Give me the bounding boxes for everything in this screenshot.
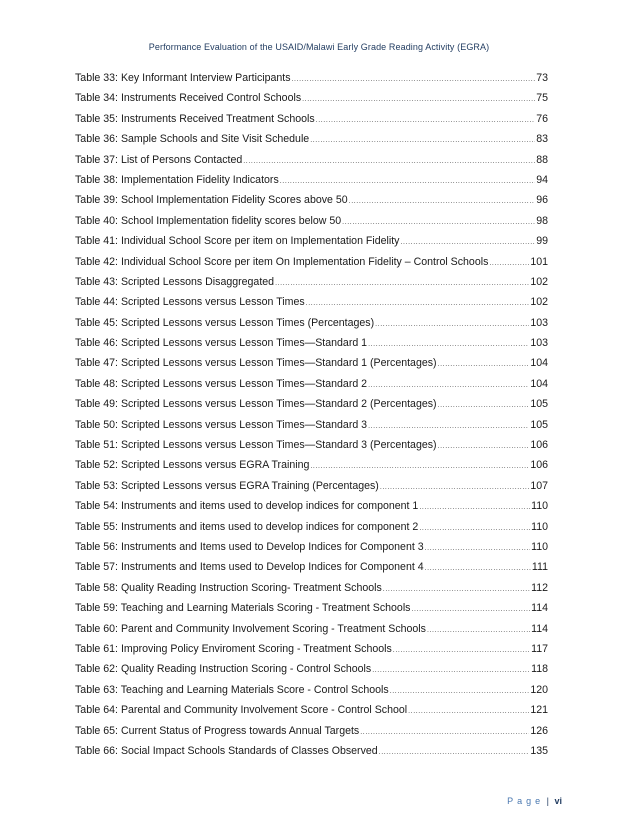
dot-leader [419, 504, 530, 511]
toc-entry[interactable] [75, 684, 548, 704]
toc-entry-page: 104 [530, 357, 548, 370]
toc-entry[interactable] [75, 92, 548, 112]
toc-entry-page: 99 [536, 235, 548, 248]
dot-leader [393, 647, 530, 654]
toc-entry[interactable] [75, 398, 548, 418]
dot-leader [438, 402, 530, 409]
toc-entry-page: 101 [530, 255, 548, 268]
toc-entry[interactable] [75, 541, 548, 561]
toc-entry-page: 105 [530, 398, 548, 411]
toc-entry-label: Table 56: Instruments and Items used to Develop Indices for Component 3 [75, 540, 424, 553]
dot-leader [489, 260, 529, 267]
toc-entry[interactable] [75, 133, 548, 153]
toc-entry[interactable] [75, 378, 548, 398]
dot-leader [425, 545, 530, 552]
toc-entry-label: Table 34: Instruments Received Control Schools [75, 92, 302, 105]
dot-leader [243, 158, 535, 165]
toc-entry[interactable] [75, 643, 548, 663]
toc-entry-label: Table 57: Instruments and Items used to Develop Indices for Component 4 [75, 561, 424, 574]
toc-entry-label: Table 66: Social Impact Schools Standards of Classes Observed [75, 744, 378, 757]
toc-entry-page: 121 [530, 704, 548, 717]
toc-entry[interactable] [75, 337, 548, 357]
toc-entry[interactable] [75, 317, 548, 337]
toc-entry-page: 110 [531, 520, 548, 533]
toc-entry-page: 73 [536, 72, 548, 84]
dot-leader [292, 76, 536, 83]
dot-leader [427, 627, 530, 634]
page-footer [507, 796, 562, 806]
toc-entry-label: Table 35: Instruments Received Treatment Schools [75, 112, 315, 125]
toc-entry[interactable] [75, 623, 548, 643]
toc-entry-label: Table 45: Scripted Lessons versus Lesson Times (Percentages) [75, 316, 375, 329]
toc-entry-page: 112 [531, 581, 548, 594]
toc-entry-page: 94 [536, 173, 548, 186]
dot-leader [368, 382, 529, 389]
toc-entry-page: 110 [531, 540, 548, 553]
toc-entry[interactable] [75, 500, 548, 520]
toc-entry-page: 106 [530, 459, 548, 472]
toc-entry-label: Table 40: School Implementation fidelity scores below 50 [75, 214, 342, 227]
toc-entry-page: 102 [530, 275, 548, 288]
dot-leader [400, 239, 535, 246]
toc-entry-label: Table 49: Scripted Lessons versus Lesson Times—Standard 2 (Percentages) [75, 398, 437, 411]
toc-entry[interactable] [75, 725, 548, 745]
dot-leader [383, 586, 530, 593]
toc-entry-page: 120 [530, 683, 548, 696]
toc-entry[interactable] [75, 276, 548, 296]
dot-leader [390, 688, 530, 695]
toc-entry-page: 106 [530, 439, 548, 452]
toc-entry-label: Table 51: Scripted Lessons versus Lesson Times—Standard 3 (Percentages) [75, 439, 437, 452]
toc-entry-page: 118 [531, 663, 548, 676]
dot-leader [302, 96, 535, 103]
page-word: Page [507, 796, 545, 806]
toc-entry-page: 88 [536, 153, 548, 166]
toc-entry-page: 117 [531, 642, 548, 655]
toc-entry[interactable] [75, 256, 548, 276]
toc-entry[interactable] [75, 561, 548, 581]
toc-entry-page: 98 [536, 214, 548, 227]
toc-entry-label: Table 43: Scripted Lessons Disaggregated [75, 275, 275, 288]
toc-entry-label: Table 63: Teaching and Learning Materials Score - Control Schools [75, 683, 389, 696]
toc-entry-label: Table 54: Instruments and items used to develop indices for component 1 [75, 500, 419, 513]
toc-entry[interactable] [75, 663, 548, 683]
toc-entry[interactable] [75, 419, 548, 439]
toc-entry-label: Table 33: Key Informant Interview Participants [75, 72, 291, 84]
toc-entry-page: 103 [530, 337, 548, 350]
toc-entry-label: Table 42: Individual School Score per item On Implementation Fidelity – Control Schools [75, 255, 489, 268]
toc-entry[interactable] [75, 480, 548, 500]
toc-entry-page: 110 [531, 500, 548, 513]
toc-entry[interactable] [75, 357, 548, 377]
toc-entry-page: 114 [531, 602, 548, 615]
toc-entry-label: Table 48: Scripted Lessons versus Lesson Times—Standard 2 [75, 377, 368, 390]
dot-leader [438, 361, 530, 368]
toc-entry[interactable] [75, 459, 548, 479]
toc-entry[interactable] [75, 745, 548, 765]
toc-entry-page: 102 [530, 296, 548, 309]
toc-entry-label: Table 41: Individual School Score per item on Implementation Fidelity [75, 235, 400, 248]
page-number: vi [554, 796, 562, 806]
dot-leader [306, 300, 530, 307]
toc-entry-page: 126 [530, 724, 548, 737]
dot-leader [280, 178, 535, 185]
dot-leader [316, 117, 536, 124]
dot-leader [360, 729, 529, 736]
dot-leader [375, 321, 529, 328]
toc-entry[interactable] [75, 521, 548, 541]
toc-entry[interactable] [75, 72, 548, 92]
dot-leader [310, 463, 529, 470]
dot-leader [275, 280, 529, 287]
dot-leader [411, 606, 530, 613]
toc-entry-label: Table 59: Teaching and Learning Materials Scoring - Treatment Schools [75, 602, 411, 615]
toc-entry[interactable] [75, 704, 548, 724]
toc-entry-label: Table 55: Instruments and items used to develop indices for component 2 [75, 520, 419, 533]
dot-leader [438, 443, 530, 450]
toc-entry-page: 105 [530, 418, 548, 431]
toc-entry[interactable] [75, 439, 548, 459]
toc-entry[interactable] [75, 113, 548, 133]
toc-entry-page: 111 [531, 561, 548, 574]
toc-entry-page: 103 [530, 316, 548, 329]
toc-entry-label: Table 58: Quality Reading Instruction Scoring- Treatment Schools [75, 581, 382, 594]
toc-entry[interactable] [75, 602, 548, 622]
toc-entry-label: Table 47: Scripted Lessons versus Lesson Times—Standard 1 (Percentages) [75, 357, 437, 370]
dot-leader [368, 341, 529, 348]
toc-entry-page: 83 [536, 133, 548, 146]
toc-entry[interactable] [75, 235, 548, 255]
toc-entry-page: 76 [536, 112, 548, 125]
toc-entry-label: Table 37: List of Persons Contacted [75, 153, 243, 166]
toc-entry-label: Table 36: Sample Schools and Site Visit Schedule [75, 133, 310, 146]
dot-leader [379, 749, 530, 756]
toc-entry-label: Table 52: Scripted Lessons versus EGRA Training [75, 459, 310, 472]
dot-leader [342, 219, 535, 226]
toc-entry-label: Table 61: Improving Policy Enviroment Scoring - Treatment Schools [75, 642, 392, 655]
toc-entry-page: 135 [530, 744, 548, 757]
toc-entry-label: Table 60: Parent and Community Involvement Scoring - Treatment Schools [75, 622, 426, 635]
toc-entry-label: Table 38: Implementation Fidelity Indicators [75, 173, 279, 186]
toc-entry-label: Table 44: Scripted Lessons versus Lesson Times [75, 296, 305, 309]
footer-separator: | [546, 796, 549, 806]
dot-leader [425, 565, 531, 572]
toc-entry-label: Table 50: Scripted Lessons versus Lesson Times—Standard 3 [75, 418, 368, 431]
toc-entry-label: Table 65: Current Status of Progress towards Annual Targets [75, 724, 360, 737]
dot-leader [372, 667, 530, 674]
toc-entry[interactable] [75, 582, 548, 602]
toc-entry-label: Table 46: Scripted Lessons versus Lesson Times—Standard 1 [75, 337, 368, 350]
toc-entry-label: Table 62: Quality Reading Instruction Scoring - Control Schools [75, 663, 372, 676]
dot-leader [349, 198, 536, 205]
toc-entry[interactable] [75, 215, 548, 235]
toc-entry[interactable] [75, 194, 548, 214]
toc-entry[interactable] [75, 174, 548, 194]
toc-entry-label: Table 53: Scripted Lessons versus EGRA Training (Percentages) [75, 479, 379, 492]
dot-leader [419, 525, 530, 532]
running-header: Performance Evaluation of the USAID/Malawi Early Grade Reading Activity (EGRA) [148, 42, 490, 52]
toc-entry[interactable] [75, 296, 548, 316]
dot-leader [310, 137, 535, 144]
toc-entry[interactable] [75, 154, 548, 174]
toc-entry-label: Table 64: Parental and Community Involvement Score - Control School [75, 704, 408, 717]
dot-leader [368, 423, 529, 430]
toc-entry-page: 104 [530, 377, 548, 390]
toc-entry-label: Table 39: School Implementation Fidelity Scores above 50 [75, 194, 348, 207]
dot-leader [408, 708, 529, 715]
dot-leader [380, 484, 529, 491]
toc-entry-page: 96 [536, 194, 548, 207]
table-of-contents [75, 72, 548, 765]
toc-entry-page: 75 [536, 92, 548, 105]
toc-entry-page: 114 [531, 622, 548, 635]
toc-entry-page: 107 [530, 479, 548, 492]
